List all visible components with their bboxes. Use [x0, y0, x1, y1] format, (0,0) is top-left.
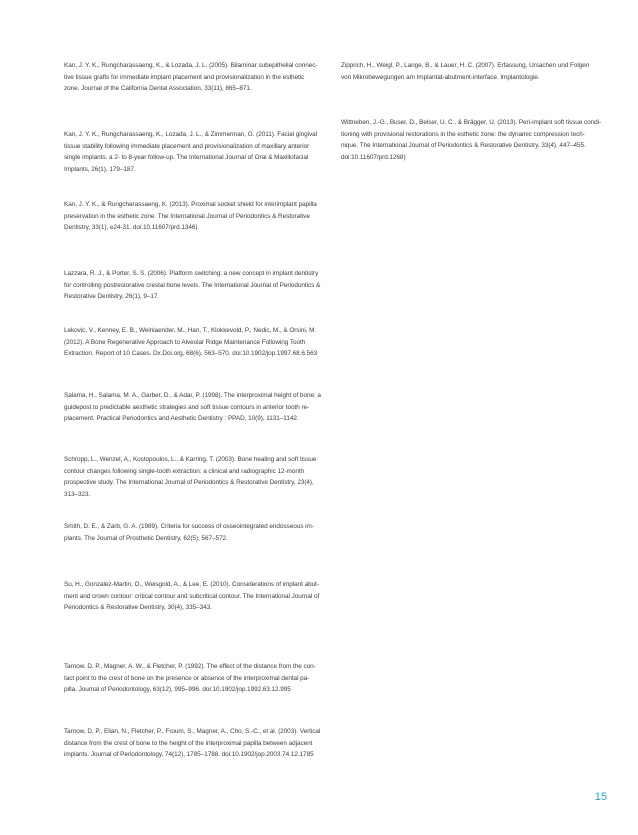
reference-entry: [341, 117, 603, 163]
reference-line: Restorative Dentistry, 26(1), 9–17.: [64, 293, 160, 300]
reference-entry: [64, 199, 326, 234]
reference-line: zone. Journal of the California Dental Association, 33(11), 865–871.: [64, 85, 252, 92]
reference-line: Tarnow, D. P., Magner, A. W., & Fletcher, P. (1992). The effect of the distance from the con-: [64, 663, 316, 670]
reference-entry: [64, 60, 326, 95]
reference-line: tact point to the crest of bone on the presence or absence of the interproximal dental pa-: [64, 674, 310, 682]
reference-line: nique. The International Journal of Periodontics & Restorative Dentistry, 33(4), 447–455.: [341, 142, 586, 149]
reference-line: 313–323.: [64, 490, 91, 498]
reference-line: doi:10.11607/prd.1268): [341, 153, 406, 161]
reference-entry: [64, 390, 326, 425]
reference-line: Salama, H., Salama, M. A., Garber, D., & Adar, P. (1998). The interproximal height of bone: a: [64, 392, 321, 399]
reference-line: Periodontics & Restorative Dentistry, 30(4), 335–343.: [64, 604, 212, 611]
reference-line: von Mikrobewegungen am Implantat-abutment-interface. Implantologie.: [341, 73, 540, 81]
reference-line: Schropp, L., Wenzel, A., Kostopoulos, L., & Karring, T. (2003). Bone healing and soft tissue: [64, 456, 317, 463]
reference-line: Dentistry, 33(1), e24-31. doi:10.11607/prd.1346): [64, 224, 198, 231]
reference-line: (2012). A Bone Regenerative Approach to Alveolar Ridge Maintenance Following Tooth: [64, 338, 306, 346]
reference-entry: [64, 129, 326, 175]
reference-entry: [64, 521, 326, 544]
reference-entry: [64, 579, 326, 614]
reference-line: contour changes following single-tooth extraction: a clinical and radiographic 12-month: [64, 467, 305, 475]
reference-line: plants. The Journal of Prosthetic Dentistry, 62(5), 567–572.: [64, 534, 228, 542]
reference-line: Lekovic, V., Kenney, E. B., Weinlaender, M., Han, T., Klokkevold, P., Nedic, M., & Orsini, M.: [64, 327, 317, 334]
reference-entry: [64, 726, 326, 761]
reference-line: Extraction. Report of 10 Cases. Dx.Doi.org, 68(6), 563–570. doi:10.1902/jop.1997.68.6.563: [64, 350, 318, 357]
reference-line: Su, H., Gonzalez-Martin, O., Weisgold, A., & Lee, E. (2010). Considerations of implant abut-: [64, 581, 319, 588]
reference-line: tive tissue grafts for immediate implant placement and provisionalization in the esthetic: [64, 73, 305, 81]
reference-line: guidepost to predictable aesthetic strategies and soft tissue contours in anterior tooth re-: [64, 403, 310, 411]
reference-line: Lazzara, R. J., & Porter, S. S. (2006). Platform switching: a new concept in implant dentistry: [64, 270, 319, 277]
reference-line: Kan, J. Y. K., Rungcharassaeng, K., Lozada, J. L., & Zimmerman, G. (2011). Facial gingival: [64, 131, 318, 138]
reference-line: Wittneben, J.-G., Buser, D., Belser, U. C., & Brägger, U. (2013). Peri-implant soft tissue condi-: [341, 119, 602, 126]
reference-line: Zipprich, H., Weigl, P., Lange, B., & Lauer, H. C. (2007). Erfassung, Ursachen und Folgen: [341, 62, 590, 69]
reference-line: preservation in the esthetic zone. The International Journal of Periodontics & Restorative: [64, 212, 310, 220]
reference-line: Implants, 26(1), 179–187.: [64, 165, 136, 173]
reference-entry: [64, 454, 326, 500]
reference-line: Kan, J. Y. K., Rungcharassaeng, K., & Lozada, J. L. (2005). Bilaminar subepithelial connec-: [64, 62, 318, 69]
reference-line: distance from the crest of bone to the height of the interproximal papilla between adjacent: [64, 739, 313, 747]
reference-entry: [341, 60, 603, 83]
reference-line: Smith, D. E., & Zarb, G. A. (1989). Criteria for success of osseointegrated endosseous im-: [64, 523, 314, 530]
reference-line: tioning with provisional restorations in the esthetic zone: the dynamic compression tech-: [341, 130, 585, 138]
reference-line: prospective study. The International Journal of Periodontics & Restorative Dentistry, 23(4),: [64, 479, 314, 486]
reference-line: implants. Journal of Periodontology, 74(12), 1785–1788. doi:10.1902/jop.2003.74.12.1785: [64, 751, 314, 758]
reference-line: pilla. Journal of Periodontology, 63(12), 995–996. doi:10.1902/jop.1992.63.12.995: [64, 686, 291, 693]
reference-line: Kan, J. Y. K., & Rungcharassaeng, K. (2013). Proximal socket shield for interimplant papilla: [64, 201, 317, 208]
reference-line: ment and crown contour: critical contour and subcritical contour. The International Journal of: [64, 592, 320, 600]
reference-entry: [64, 661, 326, 696]
reference-entry: [64, 325, 326, 360]
reference-line: for controlling postrestorative crestal bone levels. The International Journal of Periodontics &: [64, 281, 321, 289]
reference-entry: [64, 268, 326, 303]
reference-line: placement. Practical Periodontics and Aesthetic Dentistry : PPAD, 10(9), 1131–1142.: [64, 415, 299, 422]
reference-line: tissue stability following immediate placement and provisionalization of maxillary anterior: [64, 142, 310, 150]
reference-line: Tarnow, D. P., Elian, N., Fletcher, P., Froum, S., Magner, A., Cho, S.-C., et al. (2003). Vertical: [64, 728, 321, 735]
reference-line: single implants: a 2- to 8-year follow-up. The International Journal of Oral & Maxillofacial: [64, 154, 309, 161]
page-number: 15: [594, 791, 607, 803]
